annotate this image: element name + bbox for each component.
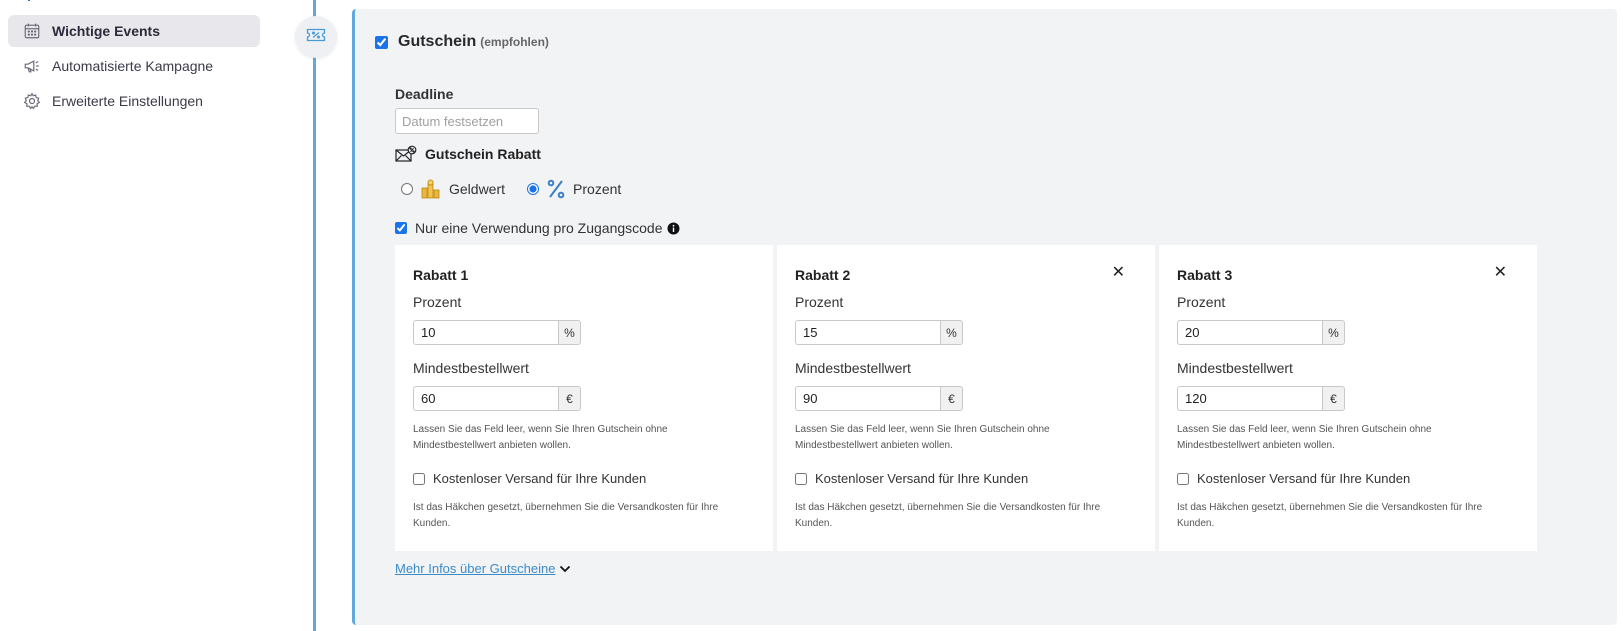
discount-card-title: Rabatt 3 <box>1177 267 1233 283</box>
gear-icon <box>22 91 42 111</box>
percent-field-group <box>1177 320 1345 345</box>
envelope-percent-icon <box>395 145 417 163</box>
min-order-label: Mindestbestellwert <box>795 360 911 376</box>
currency-unit: € <box>558 386 581 411</box>
coins-icon <box>421 179 441 199</box>
free-shipping-hint: Ist das Häkchen gesetzt, übernehmen Sie die Versandkosten für Ihre Kunden. <box>413 502 719 529</box>
ticket-icon <box>306 27 326 48</box>
radio-geldwert-label: Geldwert <box>449 181 506 197</box>
percent-label: Prozent <box>1177 294 1226 310</box>
sidebar-item-wichtige-events[interactable] <box>8 15 260 47</box>
min-order-input[interactable] <box>413 386 558 411</box>
single-use-checkbox[interactable] <box>395 222 407 234</box>
free-shipping-checkbox[interactable] <box>413 473 425 485</box>
min-order-input[interactable] <box>1177 386 1322 411</box>
calendar-icon <box>22 21 42 41</box>
sidebar-item-label: Automatisierte Kampagne <box>52 58 214 74</box>
min-order-field-group <box>413 386 581 411</box>
chevron-down-icon <box>559 565 571 573</box>
sidebar-item-cut-off <box>26 0 266 4</box>
single-use-row <box>395 220 680 236</box>
free-shipping-label: Kostenloser Versand für Ihre Kunden <box>433 471 647 486</box>
currency-unit: € <box>940 386 963 411</box>
radio-geldwert[interactable] <box>401 183 413 195</box>
free-shipping-checkbox[interactable] <box>1177 473 1189 485</box>
min-order-label: Mindestbestellwert <box>1177 360 1293 376</box>
min-order-field-group <box>1177 386 1345 411</box>
sidebar-item-erweiterte-einstellungen[interactable] <box>8 85 260 117</box>
close-icon[interactable]: ✕ <box>1493 264 1507 281</box>
discount-card <box>395 245 773 551</box>
percent-label: Prozent <box>795 294 844 310</box>
deadline-label: Deadline <box>395 86 454 102</box>
sidebar-item-label: Wichtige Events <box>52 23 161 39</box>
voucher-enable-checkbox[interactable] <box>375 36 388 49</box>
recommended-note: (empfohlen) <box>480 35 549 49</box>
radio-prozent-label: Prozent <box>573 181 622 197</box>
discount-card-title: Rabatt 1 <box>413 267 469 283</box>
megaphone-icon <box>22 56 42 76</box>
voucher-title: Gutschein <box>398 33 477 50</box>
min-order-field-group <box>795 386 963 411</box>
timeline-line <box>313 0 316 631</box>
discount-cards <box>395 245 1541 551</box>
section-badge <box>295 16 337 58</box>
percent-field-group <box>413 320 581 345</box>
discount-card-title: Rabatt 2 <box>795 267 851 283</box>
single-use-label: Nur eine Verwendung pro Zugangscode <box>415 220 663 236</box>
discount-heading <box>395 145 541 163</box>
currency-unit: € <box>1322 386 1345 411</box>
min-order-label: Mindestbestellwert <box>413 360 529 376</box>
free-shipping-row <box>795 471 1028 486</box>
free-shipping-label: Kostenloser Versand für Ihre Kunden <box>1197 471 1411 486</box>
min-order-input[interactable] <box>795 386 940 411</box>
min-order-hint: Lassen Sie das Feld leer, wenn Sie Ihren Gutschein ohne Mindestbestellwert anbieten wollen. <box>795 424 1050 451</box>
radio-prozent[interactable] <box>527 183 539 195</box>
percent-icon <box>547 179 565 199</box>
min-order-hint: Lassen Sie das Feld leer, wenn Sie Ihren Gutschein ohne Mindestbestellwert anbieten wollen. <box>413 424 668 451</box>
percent-unit: % <box>558 320 581 345</box>
percent-input[interactable] <box>1177 320 1322 345</box>
info-icon[interactable] <box>667 222 680 235</box>
free-shipping-hint: Ist das Häkchen gesetzt, übernehmen Sie die Versandkosten für Ihre Kunden. <box>795 502 1101 529</box>
min-order-hint: Lassen Sie das Feld leer, wenn Sie Ihren Gutschein ohne Mindestbestellwert anbieten wollen. <box>1177 424 1432 451</box>
percent-label: Prozent <box>413 294 462 310</box>
free-shipping-hint: Ist das Häkchen gesetzt, übernehmen Sie die Versandkosten für Ihre Kunden. <box>1177 502 1483 529</box>
voucher-panel <box>352 9 1617 625</box>
sidebar-item-label: Erweiterte Einstellungen <box>52 93 203 109</box>
discount-title: Gutschein Rabatt <box>425 146 541 162</box>
close-icon[interactable]: ✕ <box>1111 264 1125 281</box>
percent-input[interactable] <box>795 320 940 345</box>
sidebar-item-automatisierte-kampagne[interactable] <box>8 50 260 82</box>
percent-unit: % <box>940 320 963 345</box>
sidebar <box>0 0 300 631</box>
percent-input[interactable] <box>413 320 558 345</box>
free-shipping-row <box>1177 471 1410 486</box>
free-shipping-checkbox[interactable] <box>795 473 807 485</box>
discount-card <box>777 245 1155 551</box>
discount-type-group <box>401 179 643 199</box>
discount-card <box>1159 245 1537 551</box>
free-shipping-label: Kostenloser Versand für Ihre Kunden <box>815 471 1029 486</box>
free-shipping-row <box>413 471 646 486</box>
voucher-header <box>375 33 549 51</box>
percent-unit: % <box>1322 320 1345 345</box>
more-info-label: Mehr Infos über Gutscheine <box>395 561 556 576</box>
deadline-input[interactable] <box>395 108 539 134</box>
more-info-link[interactable] <box>395 561 571 576</box>
percent-field-group <box>795 320 963 345</box>
item-marker <box>28 0 30 1</box>
